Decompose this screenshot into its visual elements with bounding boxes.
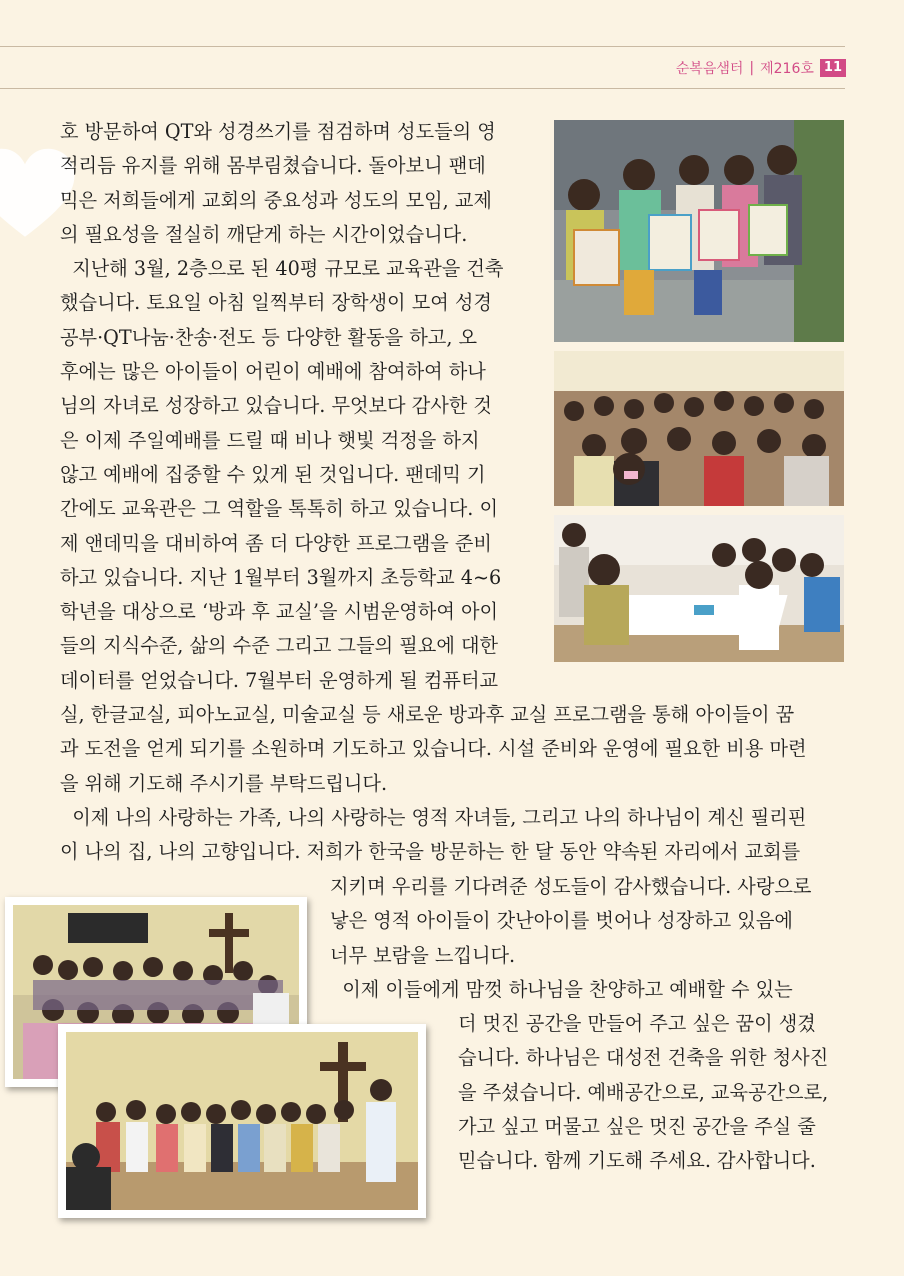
text-column-top: 호 방문하여 QT와 성경쓰기를 점검하며 성도들의 영 적리듬 유지를 위해 몸부림쳤습니다. 돌아보니 팬데 믹은 저희들에게 교회의 중요성과 성도의 모임, 교제 의 필요성을 절실히 깨닫게 하는 시간이었습니다. 지난해 3월, 2층으로 된 40평 규모로 교육관을 건축 했습니다. 토요일 아침 일찍부터 장학생이 모여 성경 공부·QT나눔·찬송·전도 등 다양한 활동을 하고, 오 후에는 많은 아이들이 어린이 예배에 참여하여 하나 님의 자녀로 성장하고 있습니다. 무엇보다 감사한 것 은 이제 주일예배를 드릴 때 비나 햇빛 걱정을 하지 않고 예배에 집중할 수 있게 된 것입니다. 팬데믹 기 간에도 교육관은 그 역할을 톡톡히 하고 있습니다. 이 제 앤데믹을 대비하여 좀 더 다양한 프로그램을 준비 하고 있습니다. 지난 1월부터 3월까지 초등학교 4~6 학년을 대상으로 ‘방과 후 교실’을 시범운영하여 아이 들의 지식수준, 삶의 수준 그리고 그들의 필요에 대한 데이터를 얻었습니다. 7월부터 운영하게 될 컴퓨터교 [60, 120, 504, 692]
children-service-crowd-photo [554, 351, 844, 506]
top-rule [0, 46, 845, 47]
text-bottom-right: 더 멋진 공간을 만들어 주고 싶은 꿈이 생겼 습니다. 하나님은 대성전 건축을 위한 청사진 을 주셨습니다. 예배공간으로, 교육공간으로, 가고 싶고 머물고 싶은 멋진 공간을 주실 줄 믿습니다. 함께 기도해 주세요. 감사합니다. [458, 1012, 829, 1173]
magazine-title: 순복음샘터 [675, 61, 744, 77]
text-indent-line: 이제 이들에게 맘껏 하나님을 찬양하고 예배할 수 있는 [330, 978, 793, 1001]
children-with-tote-bags-photo [554, 120, 844, 342]
running-header [676, 58, 846, 78]
text-full-width: 실, 한글교실, 피아노교실, 미술교실 등 새로운 방과후 교실 프로그램을 통해 아이들이 꿈 과 도전을 얻게 되기를 소원하며 기도하고 있습니다. 시설 준비와 운영에 필요한 비용 마련 을 위해 기도해 주시기를 부탁드립니다. 이제 나의 사랑하는 가족, 나의 사랑하는 영적 자녀들, 그리고 나의 하나님이 계신 필리핀 이 나의 집, 나의 고향입니다. 저희가 한국을 방문하는 한 달 동안 약속된 자리에서 교회를 [60, 703, 807, 864]
issue-number: 제216호 [760, 61, 814, 77]
classroom-table-photo [554, 515, 844, 662]
header-separator: | [749, 60, 755, 76]
page-number: 11 [820, 59, 846, 77]
text-mid-right: 지키며 우리를 기다려준 성도들이 감사했습니다. 사랑으로 낳은 영적 아이들이 갓난아이를 벗어나 성장하고 있음에 너무 보람을 느낍니다. [330, 875, 812, 967]
church-group-photo-2 [58, 1024, 426, 1218]
header-rule [0, 88, 845, 89]
